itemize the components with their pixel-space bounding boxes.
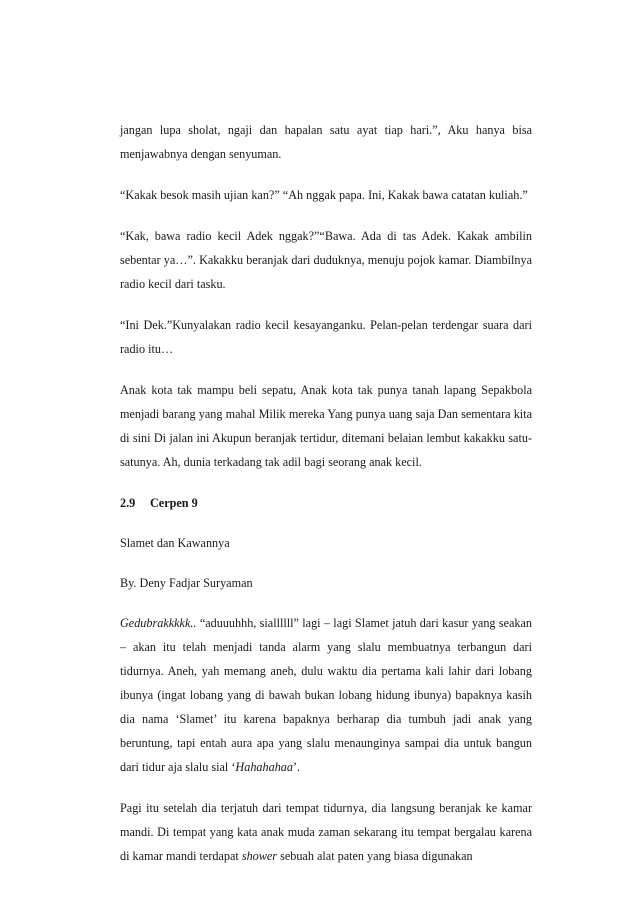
story-paragraph-2-start: Pagi itu setelah dia terjatuh dari tempat tidurnya, dia langsung beranjak ke kamar mandi. Di tempat yang kata anak muda zaman sekarang itu tempat bergalau karena di kamar mandi terdapat [120, 801, 532, 863]
story-paragraph-2 [120, 796, 532, 868]
paragraph-1: jangan lupa sholat, ngaji dan hapalan satu ayat tiap hari.”, Aku hanya bisa menjawabnya dengan senyuman. [120, 123, 532, 161]
story-paragraph-2-end: sebuah alat paten yang biasa digunakan [277, 849, 473, 863]
paragraph-4: “Ini Dek.”Kunyalakan radio kecil kesayanganku. Pelan-pelan terdengar suara dari radio itu… [120, 318, 532, 356]
story-shower-word: shower [241, 849, 278, 863]
section-number: 2.9 [120, 496, 136, 510]
story-title: Slamet dan Kawannya [120, 536, 230, 550]
story-laugh: Hahahahaa [235, 760, 293, 774]
story-paragraph-1-close: ’. [292, 760, 301, 774]
story-paragraph-1 [120, 611, 532, 779]
section-heading [120, 491, 532, 515]
paragraph-3: “Kak, bawa radio kecil Adek nggak?”“Bawa. Ada di tas Adek. Kakak ambilin sebentar ya…”. Kakakku beranjak dari duduknya, menuju pojok kamar. Diambilnya radio kecil dari tasku. [120, 229, 532, 291]
document-page [120, 118, 532, 885]
paragraph-2: “Kakak besok masih ujian kan?” “Ah nggak papa. Ini, Kakak bawa catatan kuliah.” [120, 188, 528, 202]
story-paragraph-1-body: “aduuuhhh, siallllll” lagi – lagi Slamet jatuh dari kasur yang seakan – akan itu telah menjadi tanda alarm yang slalu membuatnya terbangun dari tidurnya. Aneh, yah memang aneh, dulu waktu dia pertama kali lahir dari lobang ibunya (ingat lobang yang di bawah bukan lobang hidung ibunya) bapaknya kasih dia nama ‘Slamet’ itu karena bapaknya berharap dia tumbuh jadi anak yang beruntung, tapi entah aura apa yang slalu menaunginya sampai dia untuk bangun dari tidur aja slalu sial ‘ [120, 616, 532, 774]
story-onomatopoeia: Gedubrakkkkk.. [120, 616, 197, 630]
paragraph-5: Anak kota tak mampu beli sepatu, Anak kota tak punya tanah lapang Sepakbola menjadi barang yang mahal Milik mereka Yang punya uang saja Dan sementara kita di sini Di jalan ini Akupun beranjak tertidur, ditemani belaian lembut kakakku satu-satunya. Ah, dunia terkadang tak adil bagi seorang anak kecil. [120, 383, 532, 469]
section-title: Cerpen 9 [150, 496, 198, 510]
story-author: By. Deny Fadjar Suryaman [120, 576, 253, 590]
